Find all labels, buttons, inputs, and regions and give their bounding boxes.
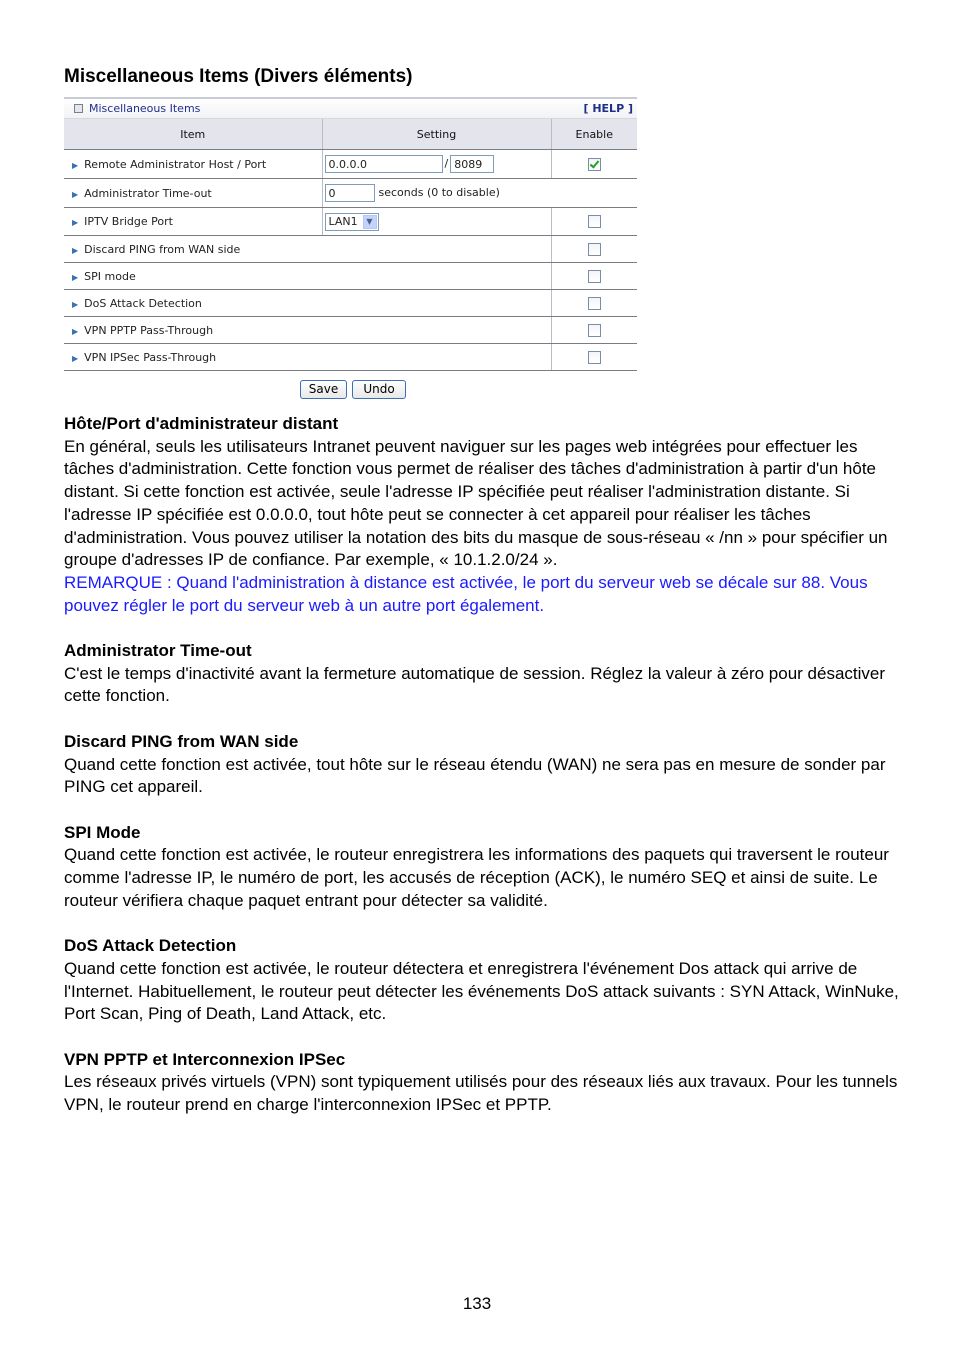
section-body: Les réseaux privés virtuels (VPN) sont typiquement utilisés pour des réseaux liés aux travaux. Pour les tunnels VPN, le routeur prend en charge l'interconnexion IPSec et PPTP. (64, 1072, 898, 1115)
row-enable (551, 263, 637, 290)
page-number: 133 (462, 1294, 492, 1313)
panel-header (64, 97, 637, 119)
timeout-hint: seconds (0 to disable) (378, 186, 500, 199)
row-label-text: IPTV Bridge Port (84, 215, 173, 228)
row-label (64, 179, 322, 208)
row-setting (322, 208, 551, 236)
row-label-text: DoS Attack Detection (84, 296, 202, 310)
section-heading: Hôte/Port d'administrateur distant (64, 414, 339, 433)
row-label-text: SPI mode (84, 269, 136, 283)
page-title: Miscellaneous Items (Divers éléments) (64, 66, 413, 87)
row-label (64, 150, 322, 179)
chevron-down-icon: ▼ (363, 215, 377, 229)
remote-admin-checkbox[interactable] (588, 158, 601, 171)
row-label-text: Discard PING from WAN side (84, 242, 241, 256)
iptv-port-select[interactable] (325, 213, 379, 231)
row-setting (322, 179, 637, 208)
row-label (64, 290, 551, 317)
arrow-right-icon: ▶ (72, 326, 79, 336)
spi-mode-checkbox[interactable] (588, 270, 601, 283)
arrow-right-icon: ▶ (72, 160, 79, 170)
section-body: Quand cette fonction est activée, le routeur enregistrera les informations des paquets qui traversent le routeur comme l'adresse IP, le numéro de port, les accusés de réception (ACK), le numéro SEQ et ainsi de suite. Le routeur vérifiera chaque paquet entrant pour détecter sa validité. (64, 845, 889, 910)
section-body: C'est le temps d'inactivité avant la fermeture automatique de session. Réglez la valeur à zéro pour désactiver cette fonction. (64, 663, 886, 706)
row-label-text: Remote Administrator Host / Port (84, 157, 267, 171)
column-header-item: Item (64, 119, 322, 150)
table-row (64, 208, 637, 236)
row-label (64, 236, 551, 263)
table-row (64, 179, 637, 208)
section-body: Quand cette fonction est activée, tout hôte sur le réseau étendu (WAN) ne sera pas en mesure de sonder par PING cet appareil. (64, 754, 886, 797)
iptv-port-value: LAN1 (328, 214, 358, 228)
row-label-text: Administrator Time-out (84, 186, 212, 200)
discard-ping-checkbox[interactable] (588, 243, 601, 256)
section-body: En général, seuls les utilisateurs Intranet peuvent naviguer sur les pages web intégrées pour effectuer les tâches d'administration. Cette fonction vous permet de réaliser des tâches d'administration à partir d'un hôte distant. Si cette fonction est activée, seule l'adresse IP spécifiée peut réaliser l'administration distante. Si l'adresse IP spécifiée est 0.0.0.0, tout hôte peut se connecter à cet appareil pour réaliser les tâches d'administration. Vous pouvez utiliser la notation des bits du masque de sous-réseau « /nn » pour spécifier un groupe d'adresses IP de confiance. Par exemple, « 10.1.2.0/24 ». (64, 436, 888, 570)
arrow-right-icon: ▶ (72, 218, 79, 227)
row-enable (551, 344, 637, 371)
row-label-text: VPN PPTP Pass-Through (84, 323, 214, 337)
section-heading: SPI Mode (64, 822, 141, 842)
section-heading: VPN PPTP et Interconnexion IPSec (64, 1049, 346, 1069)
help-link[interactable]: [ HELP ] (583, 102, 633, 115)
section-heading: Administrator Time-out (64, 641, 252, 661)
row-label (64, 317, 551, 344)
host-port-separator: / (444, 157, 449, 170)
save-button[interactable]: Save (300, 380, 347, 399)
manual-text (64, 413, 904, 1117)
undo-button[interactable]: Undo (352, 380, 406, 399)
arrow-right-icon: ▶ (72, 299, 79, 309)
row-label (64, 344, 551, 371)
arrow-right-icon: ▶ (72, 353, 79, 363)
vpn-ipsec-checkbox[interactable] (588, 351, 601, 364)
row-label-text: VPN IPSec Pass-Through (84, 350, 217, 364)
table-row (64, 236, 637, 263)
timeout-input[interactable]: 0 (325, 184, 375, 202)
row-enable (551, 150, 637, 179)
misc-items-panel (64, 97, 637, 371)
iptv-bridge-checkbox[interactable] (588, 215, 601, 228)
row-setting (322, 150, 551, 179)
row-label (64, 263, 551, 290)
arrow-right-icon: ▶ (72, 272, 79, 282)
dos-detection-checkbox[interactable] (588, 297, 601, 310)
table-row (64, 344, 637, 371)
row-enable (551, 290, 637, 317)
settings-table (64, 119, 637, 371)
vpn-pptp-checkbox[interactable] (588, 324, 601, 337)
section-body: Quand cette fonction est activée, le routeur détectera et enregistrera l'événement Dos attack qui arrive de l'Internet. Habituellement, le routeur peut détecter les événements DoS attack suivants : SYN Attack, WinNuke, Port Scan, Ping of Death, Land Attack, etc. (64, 958, 899, 1024)
row-enable (551, 317, 637, 344)
section-heading: Discard PING from WAN side (64, 731, 299, 751)
table-row (64, 263, 637, 290)
table-header-row (64, 119, 637, 150)
form-buttons (300, 380, 406, 399)
panel-title-text: Miscellaneous Items (89, 102, 201, 115)
column-header-setting: Setting (322, 119, 551, 150)
section-heading: DoS Attack Detection (64, 936, 237, 956)
remote-host-input[interactable]: 0.0.0.0 (325, 155, 443, 173)
column-header-enable: Enable (551, 119, 637, 150)
row-enable (551, 208, 637, 236)
section-note: REMARQUE : Quand l'administration à distance est activée, le port du serveur web se décale sur 88. Vous pouvez régler le port du serveur web à un autre port également. (64, 572, 868, 615)
table-row (64, 317, 637, 344)
arrow-right-icon: ▶ (72, 189, 79, 199)
row-label (64, 208, 322, 236)
table-row (64, 290, 637, 317)
table-row (64, 150, 637, 179)
row-enable (551, 236, 637, 263)
remote-port-input[interactable]: 8089 (450, 155, 494, 173)
panel-title (64, 102, 200, 115)
arrow-right-icon: ▶ (72, 245, 79, 255)
panel-square-icon (74, 104, 83, 113)
